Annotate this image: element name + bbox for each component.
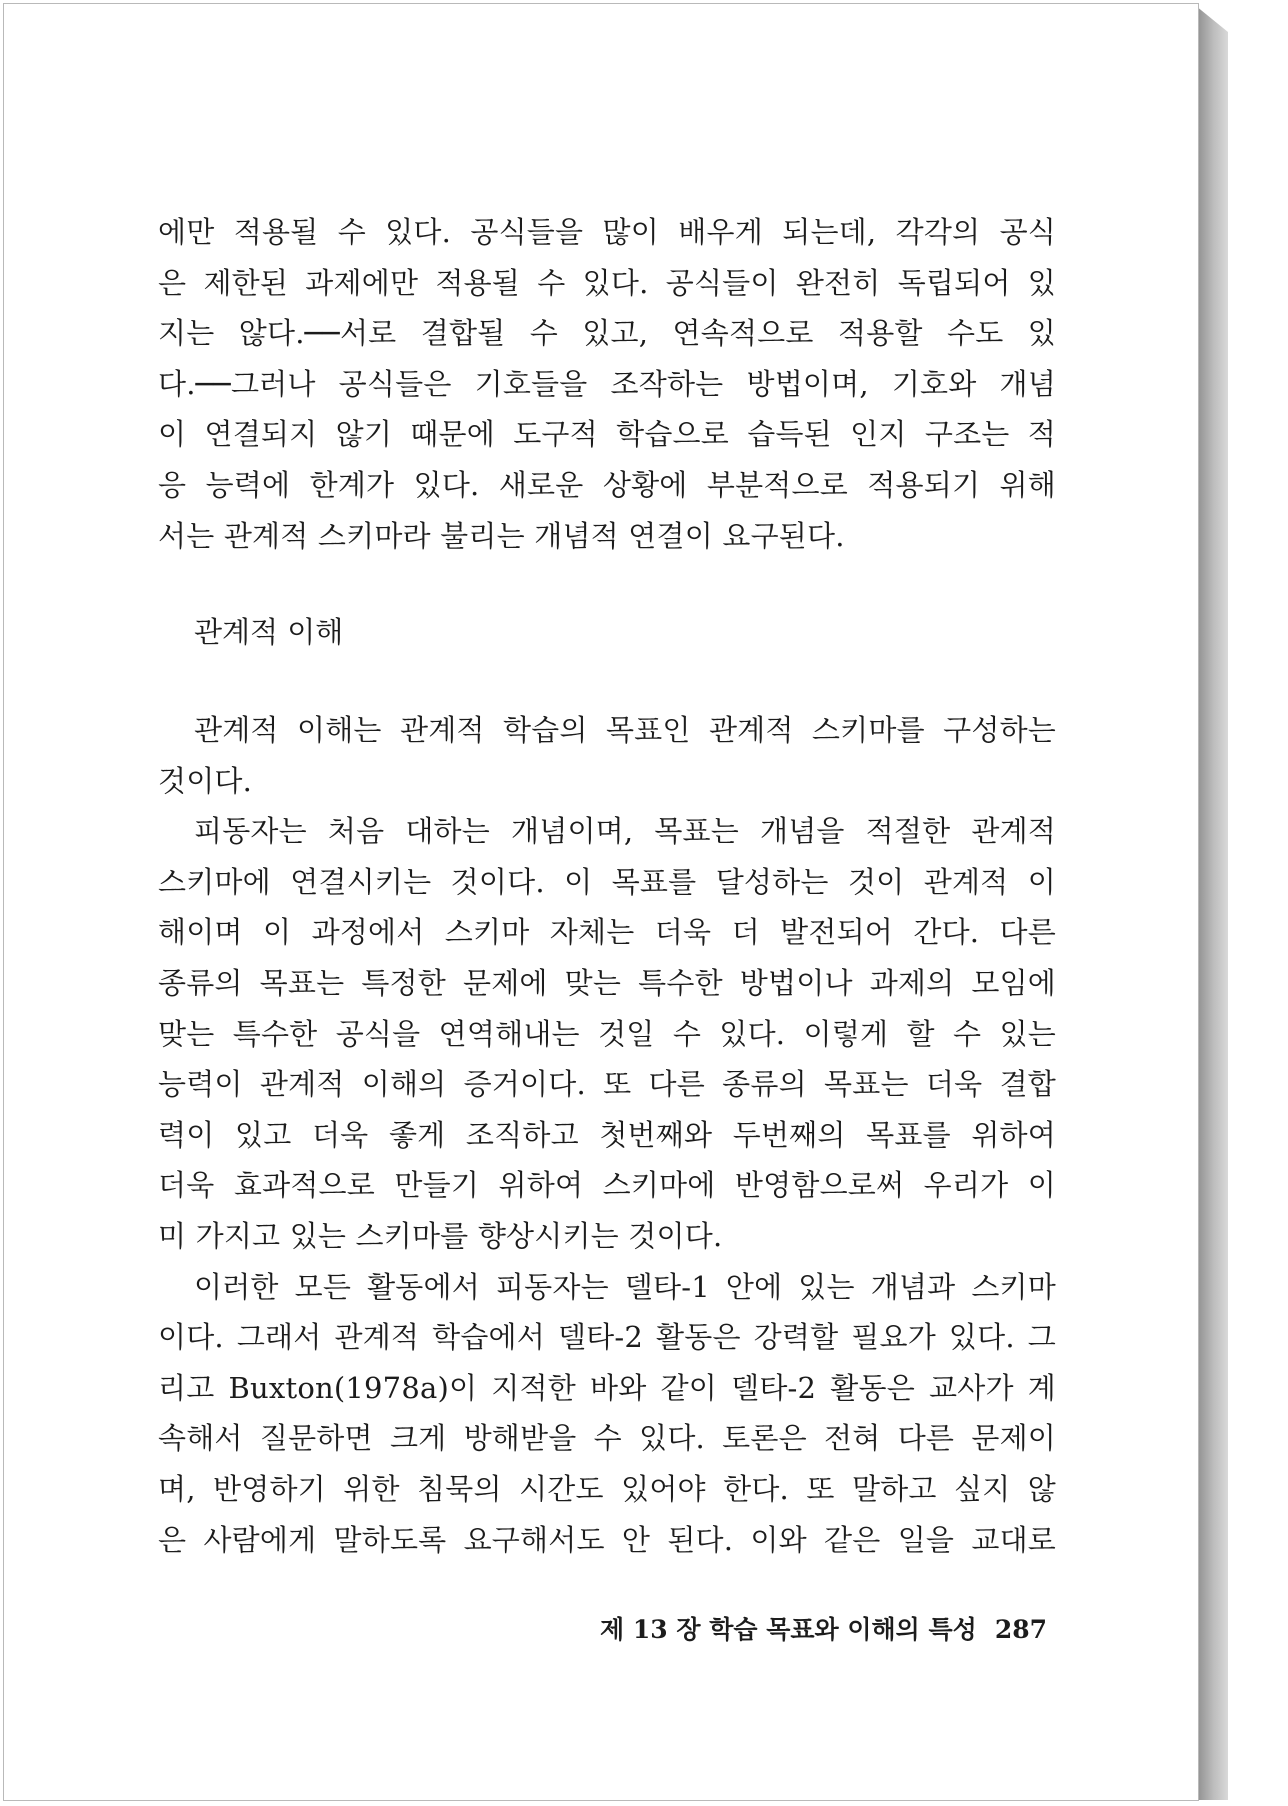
text-line: 것이다. [158,763,253,798]
text-line: 이다. 그래서 관계적 학습에서 델타-2 활동은 강력할 필요가 있다. 그 [158,1320,1056,1355]
text-line: 관계적 이해는 관계적 학습의 목표인 관계적 스키마를 구성하는 [194,713,1056,747]
text-line: 지는 않다.──서로 결합될 수 있고, 연속적으로 적용할 수도 있 [158,316,1056,351]
text-line: 피동자는 처음 대하는 개념이며, 목표는 개념을 적절한 관계적 [194,814,1056,849]
page-footer [600,1610,1048,1646]
text-line: 이 연결되지 않기 때문에 도구적 학습으로 습득된 인지 구조는 적 [158,417,1056,452]
page-number: 287 [994,1615,1048,1644]
page-edge-shadow [1196,6,1228,1800]
text-line: 종류의 목표는 특정한 문제에 맞는 특수한 방법이나 과제의 모임에 [158,965,1056,1000]
text-line: 은 사람에게 말하도록 요구해서도 안 된다. 이와 같은 일을 교대로 [158,1522,1056,1557]
text-line: 해이며 이 과정에서 스키마 자체는 더욱 더 발전되어 간다. 다른 [158,915,1056,950]
continuation-paragraph [158,207,1056,561]
text-line: 에만 적용될 수 있다. 공식들을 많이 배우게 되는데, 각각의 공식 [158,215,1056,249]
text-line: 서는 관계적 스키마라 불리는 개념적 연결이 요구된다. [158,518,845,553]
text-line: 은 제한된 과제에만 적용될 수 있다. 공식들이 완전히 독립되어 있 [158,265,1056,300]
text-line: 며, 반영하기 위한 침묵의 시간도 있어야 한다. 또 말하고 싶지 않 [158,1471,1056,1506]
text-line: 더욱 효과적으로 만들기 위하여 스키마에 반영함으로써 우리가 이 [158,1168,1056,1203]
text-line: 리고 Buxton(1978a)이 지적한 바와 같이 델타-2 활동은 교사가 계 [158,1370,1056,1405]
text-line: 이러한 모든 활동에서 피동자는 델타-1 안에 있는 개념과 스키마 [194,1269,1056,1304]
text-line: 능력이 관계적 이해의 증거이다. 또 다른 종류의 목표는 더욱 결합 [158,1067,1056,1102]
text-line: 속해서 질문하면 크게 방해받을 수 있다. 토론은 전혀 다른 문제이 [158,1421,1056,1456]
text-line: 응 능력에 한계가 있다. 새로운 상황에 부분적으로 적용되기 위해 [158,467,1056,502]
text-line: 다.──그러나 공식들은 기호들을 조작하는 방법이며, 기호와 개념 [158,366,1056,401]
section-heading: 관계적 이해 [194,615,344,649]
chapter-title: 제 13 장 학습 목표와 이해의 특성 [600,1615,977,1644]
text-line: 스키마에 연결시키는 것이다. 이 목표를 달성하는 것이 관계적 이 [158,864,1056,899]
text-line: 력이 있고 더욱 좋게 조직하고 첫번째와 두번째의 목표를 위하여 [158,1117,1056,1152]
text-line: 맞는 특수한 공식을 연역해내는 것일 수 있다. 이렇게 할 수 있는 [158,1016,1056,1051]
body-paragraphs [158,705,1056,1565]
text-line: 미 가지고 있는 스키마를 향상시키는 것이다. [158,1218,723,1253]
